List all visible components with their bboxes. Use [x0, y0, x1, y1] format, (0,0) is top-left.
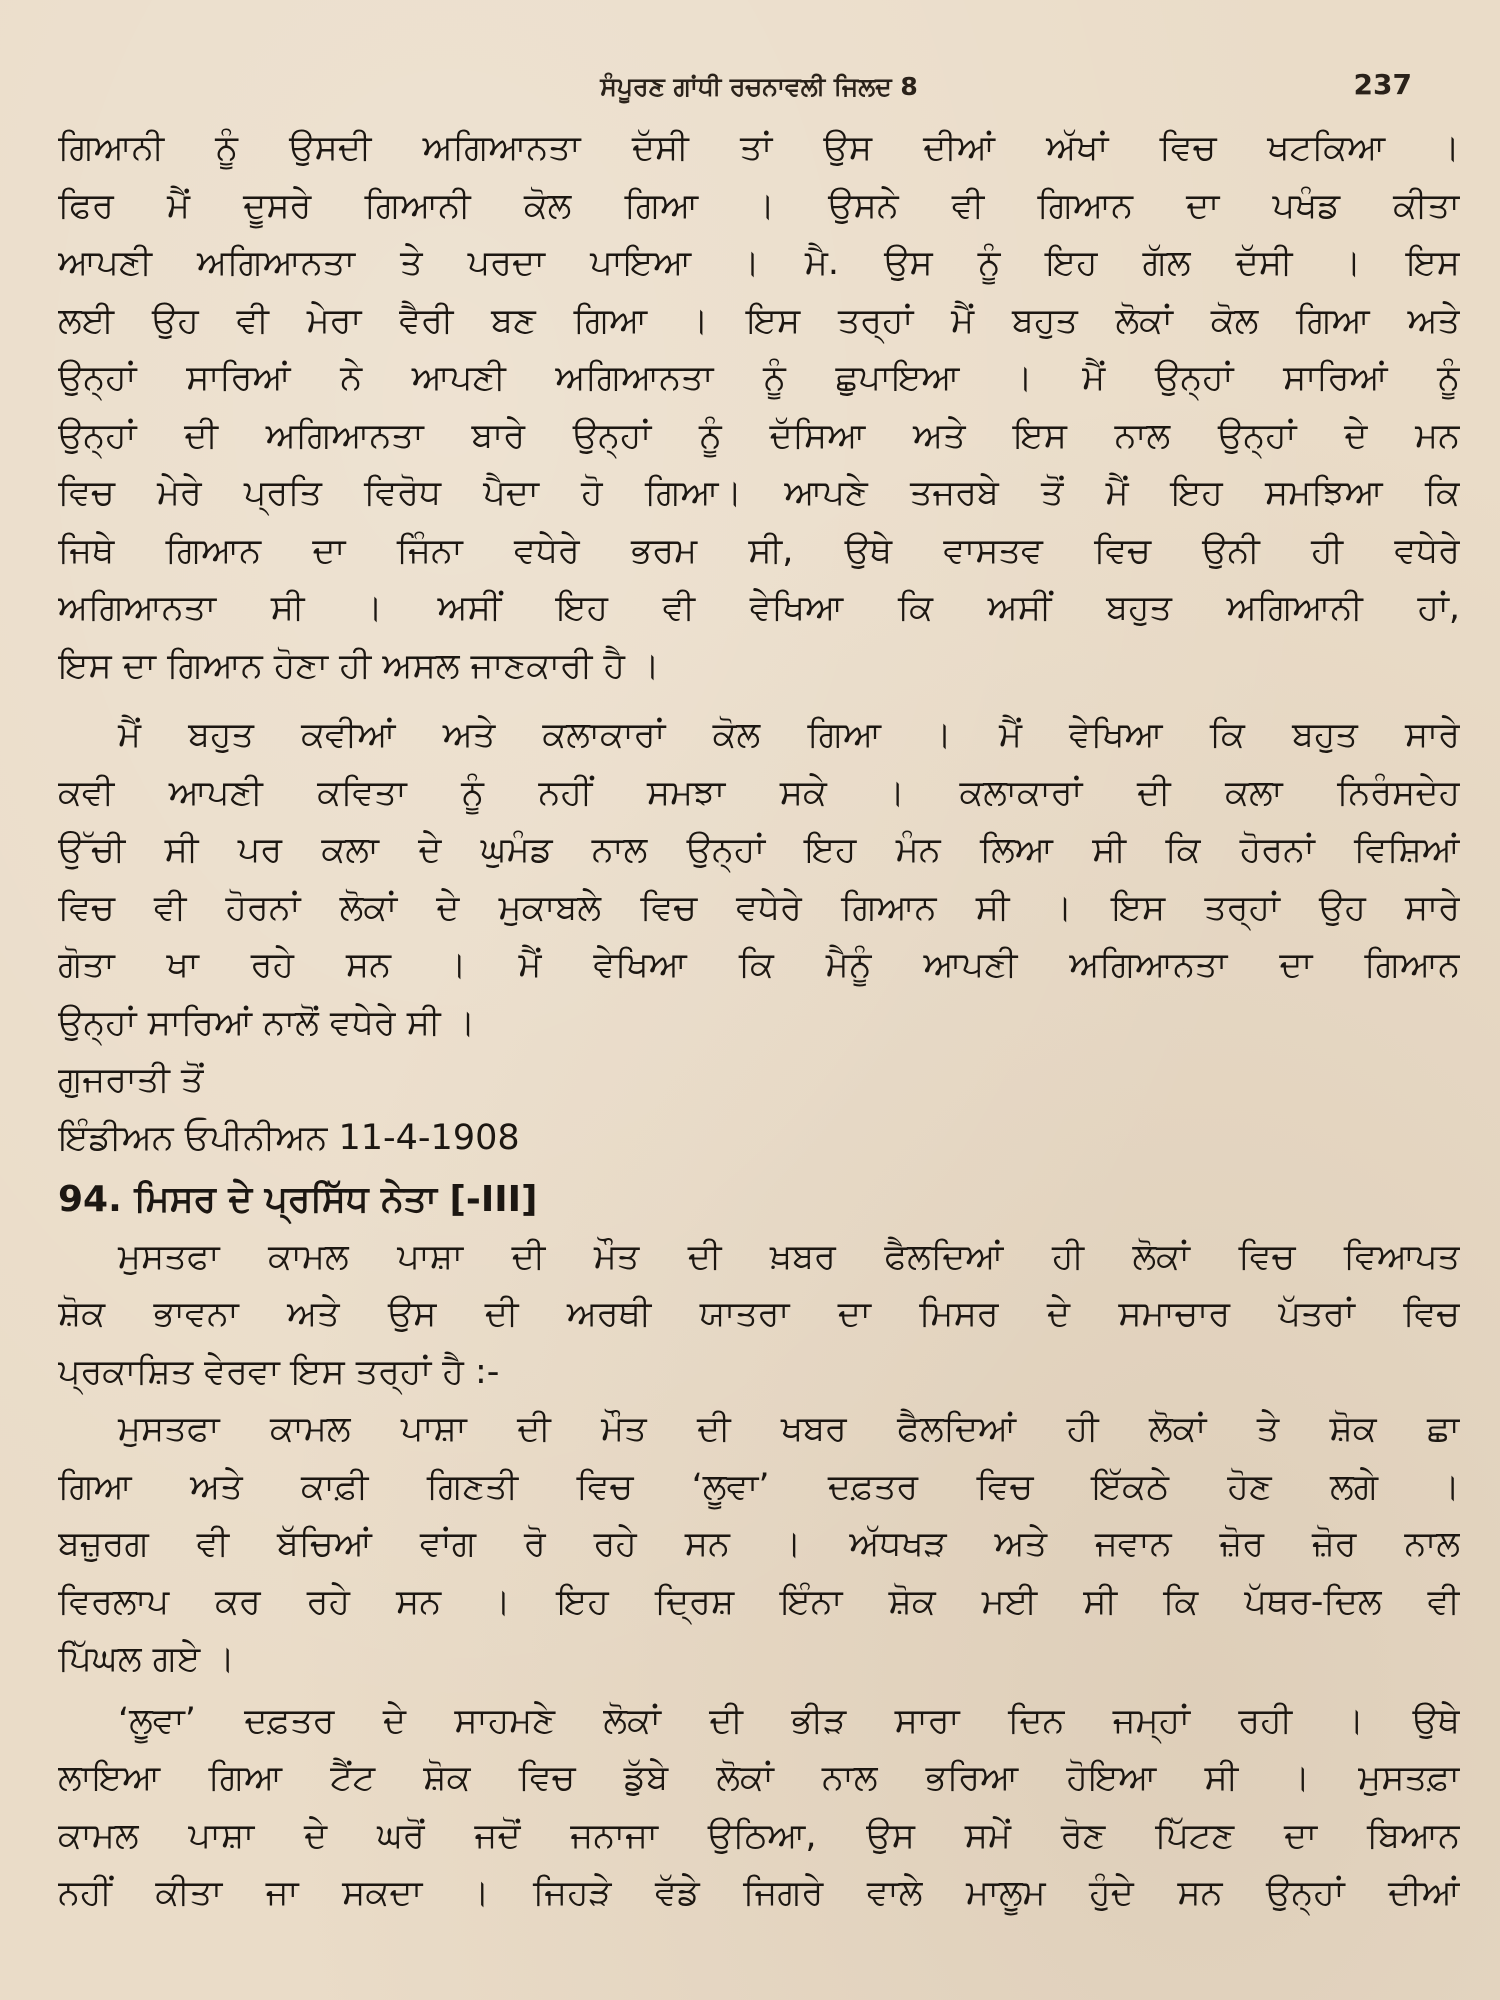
- text-line: ‘ਲੂਵਾ’ ਦਫ਼ਤਰ ਦੇ ਸਾਹਮਣੇ ਲੋਕਾਂ ਦੀ ਭੀੜ ਸਾਰਾ ਦਿਨ ਜਮ੍ਹਾਂ ਰਹੀ । ਉਥੇ: [118, 1700, 1460, 1741]
- text-line: ਵਿਰਲਾਪ ਕਰ ਰਹੇ ਸਨ । ਇਹ ਦ੍ਰਿਸ਼ ਇੰਨਾ ਸ਼ੋਕ ਮਈ ਸੀ ਕਿ ਪੱਥਰ-ਦਿਲ ਵੀ: [58, 1581, 1460, 1622]
- body-text: [58, 120, 1460, 1923]
- paragraph: [58, 1229, 1460, 1402]
- text-line: ਉੱਚੀ ਸੀ ਪਰ ਕਲਾ ਦੇ ਘੁਮੰਡ ਨਾਲ ਉਨ੍ਹਾਂ ਇਹ ਮੰਨ ਲਿਆ ਸੀ ਕਿ ਹੋਰਨਾਂ ਵਿਸ਼ਿਆਂ: [58, 830, 1460, 870]
- text-line: ਮੁਸਤਫਾ ਕਾਮਲ ਪਾਸ਼ਾ ਦੀ ਮੌਤ ਦੀ ਖਬਰ ਫੈਲਦਿਆਂ ਹੀ ਲੋਕਾਂ ਤੇ ਸ਼ੋਕ ਛਾ: [118, 1409, 1460, 1449]
- section-heading: 94. ਮਿਸਰ ਦੇ ਪ੍ਰਸਿੱਧ ਨੇਤਾ [-III]: [58, 1179, 538, 1220]
- text-line: ਉਨ੍ਹਾਂ ਸਾਰਿਆਂ ਨਾਲੋਂ ਵਧੇਰੇ ਸੀ ।: [58, 1002, 476, 1043]
- running-header: [58, 62, 1460, 114]
- paragraph: [58, 1693, 1460, 1923]
- text-line: ਗਿਆ ਅਤੇ ਕਾਫ਼ੀ ਗਿਣਤੀ ਵਿਚ ‘ਲੂਵਾ’ ਦਫ਼ਤਰ ਵਿਚ ਇੱਕਠੇ ਹੋਣ ਲਗੇ ।: [58, 1466, 1460, 1507]
- text-line: ਉਨ੍ਹਾਂ ਦੀ ਅਗਿਆਨਤਾ ਬਾਰੇ ਉਨ੍ਹਾਂ ਨੂੰ ਦੱਸਿਆ ਅਤੇ ਇਸ ਨਾਲ ਉਨ੍ਹਾਂ ਦੇ ਮਨ: [58, 415, 1460, 456]
- text-line: ਕਾਮਲ ਪਾਸ਼ਾ ਦੇ ਘਰੋਂ ਜਦੋਂ ਜਨਾਜਾ ਉਠਿਆ, ਉਸ ਸਮੇਂ ਰੋਣ ਪਿੱਟਣ ਦਾ ਬਿਆਨ: [58, 1815, 1460, 1856]
- text-line: ਵਿਚ ਵੀ ਹੋਰਨਾਂ ਲੋਕਾਂ ਦੇ ਮੁਕਾਬਲੇ ਵਿਚ ਵਧੇਰੇ ਗਿਆਨ ਸੀ । ਇਸ ਤਰ੍ਹਾਂ ਉਹ ਸਾਰੇ: [58, 887, 1460, 928]
- text-line: ਨਹੀਂ ਕੀਤਾ ਜਾ ਸਕਦਾ । ਜਿਹੜੇ ਵੱਡੇ ਜਿਗਰੇ ਵਾਲੇ ਮਾਲੂਮ ਹੁੰਦੇ ਸਨ ਉਨ੍ਹਾਂ ਦੀਆਂ: [58, 1873, 1460, 1913]
- text-line: ਮੈਂ ਬਹੁਤ ਕਵੀਆਂ ਅਤੇ ਕਲਾਕਾਰਾਂ ਕੋਲ ਗਿਆ । ਮੈਂ ਵੇਖਿਆ ਕਿ ਬਹੁਤ ਸਾਰੇ: [118, 715, 1460, 755]
- text-line: ਬਜ਼ੁਰਗ ਵੀ ਬੱਚਿਆਂ ਵਾਂਗ ਰੋ ਰਹੇ ਸਨ । ਅੱਧਖੜ ਅਤੇ ਜਵਾਨ ਜ਼ੋਰ ਜ਼ੋਰ ਨਾਲ: [58, 1524, 1460, 1564]
- text-line: ਲਾਇਆ ਗਿਆ ਟੈਂਟ ਸ਼ੋਕ ਵਿਚ ਡੁੱਬੇ ਲੋਕਾਂ ਨਾਲ ਭਰਿਆ ਹੋਇਆ ਸੀ । ਮੁਸਤਫ਼ਾ: [58, 1758, 1460, 1798]
- running-title: ਸੰਪੂਰਣ ਗਾਂਧੀ ਰਚਨਾਵਲੀ ਜਿਲਦ 8: [600, 72, 918, 101]
- text-line: ਜਿਥੇ ਗਿਆਨ ਦਾ ਜਿੰਨਾ ਵਧੇਰੇ ਭਰਮ ਸੀ, ਉਥੇ ਵਾਸਤਵ ਵਿਚ ਉਨੀ ਹੀ ਵਧੇਰੇ: [58, 530, 1460, 571]
- paragraph: [58, 1401, 1460, 1689]
- source-publication: ਇੰਡੀਅਨ ਓਪੀਨੀਅਨ 11-4-1908: [58, 1117, 520, 1158]
- text-line: ਇਸ ਦਾ ਗਿਆਨ ਹੋਣਾ ਹੀ ਅਸਲ ਜਾਣਕਾਰੀ ਹੈ ।: [58, 645, 660, 686]
- paragraph: [58, 120, 1460, 695]
- text-line: ਕਵੀ ਆਪਣੀ ਕਵਿਤਾ ਨੂੰ ਨਹੀਂ ਸਮਝਾ ਸਕੇ । ਕਲਾਕਾਰਾਂ ਦੀ ਕਲਾ ਨਿਰੰਸਦੇਹ: [58, 772, 1460, 813]
- text-line: ਲਈ ਉਹ ਵੀ ਮੇਰਾ ਵੈਰੀ ਬਣ ਗਿਆ । ਇਸ ਤਰ੍ਹਾਂ ਮੈਂ ਬਹੁਤ ਲੋਕਾਂ ਕੋਲ ਗਿਆ ਅਤੇ: [58, 300, 1460, 341]
- text-line: ਮੁਸਤਫਾ ਕਾਮਲ ਪਾਸ਼ਾ ਦੀ ਮੌਤ ਦੀ ਖ਼ਬਰ ਫੈਲਦਿਆਂ ਹੀ ਲੋਕਾਂ ਵਿਚ ਵਿਆਪਤ: [118, 1236, 1460, 1277]
- text-line: ਗਿਆਨੀ ਨੂੰ ਉਸਦੀ ਅਗਿਆਨਤਾ ਦੱਸੀ ਤਾਂ ਉਸ ਦੀਆਂ ਅੱਖਾਂ ਵਿਚ ਖਟਕਿਆ ।: [58, 128, 1460, 168]
- text-line: ਆਪਣੀ ਅਗਿਆਨਤਾ ਤੇ ਪਰਦਾ ਪਾਇਆ । ਮੈ. ਉਸ ਨੂੰ ਇਹ ਗੱਲ ਦੱਸੀ । ਇਸ: [58, 243, 1460, 283]
- text-line: ਵਿਚ ਮੇਰੇ ਪ੍ਰਤਿ ਵਿਰੋਧ ਪੈਦਾ ਹੋ ਗਿਆ। ਆਪਣੇ ਤਜਰਬੇ ਤੋਂ ਮੈਂ ਇਹ ਸਮਝਿਆ ਕਿ: [58, 473, 1460, 513]
- text-line: ਫਿਰ ਮੈਂ ਦੂਸਰੇ ਗਿਆਨੀ ਕੋਲ ਗਿਆ । ਉਸਨੇ ਵੀ ਗਿਆਨ ਦਾ ਪਖੰਡ ਕੀਤਾ: [58, 185, 1460, 226]
- page-number: 237: [1353, 68, 1412, 101]
- text-line: ਪ੍ਰਕਾਸ਼ਿਤ ਵੇਰਵਾ ਇਸ ਤਰ੍ਹਾਂ ਹੈ :-: [58, 1351, 500, 1392]
- source-language: ਗੁਜਰਾਤੀ ਤੋਂ: [58, 1060, 204, 1100]
- paragraph: [58, 707, 1460, 1052]
- text-line: ਸ਼ੋਕ ਭਾਵਨਾ ਅਤੇ ਉਸ ਦੀ ਅਰਥੀ ਯਾਤਰਾ ਦਾ ਮਿਸਰ ਦੇ ਸਮਾਚਾਰ ਪੱਤਰਾਂ ਵਿਚ: [58, 1294, 1460, 1334]
- text-line: ਉਨ੍ਹਾਂ ਸਾਰਿਆਂ ਨੇ ਆਪਣੀ ਅਗਿਆਨਤਾ ਨੂੰ ਛੁਪਾਇਆ । ਮੈਂ ਉਨ੍ਹਾਂ ਸਾਰਿਆਂ ਨੂੰ: [58, 358, 1460, 398]
- text-line: ਅਗਿਆਨਤਾ ਸੀ । ਅਸੀਂ ਇਹ ਵੀ ਵੇਖਿਆ ਕਿ ਅਸੀਂ ਬਹੁਤ ਅਗਿਆਨੀ ਹਾਂ,: [58, 588, 1460, 628]
- text-line: ਗੋਤਾ ਖਾ ਰਹੇ ਸਨ । ਮੈਂ ਵੇਖਿਆ ਕਿ ਮੈਨੂੰ ਆਪਣੀ ਅਗਿਆਨਤਾ ਦਾ ਗਿਆਨ: [58, 945, 1460, 985]
- source-attribution: [58, 1052, 1460, 1167]
- text-line: ਪਿੱਘਲ ਗਏ ।: [58, 1639, 236, 1679]
